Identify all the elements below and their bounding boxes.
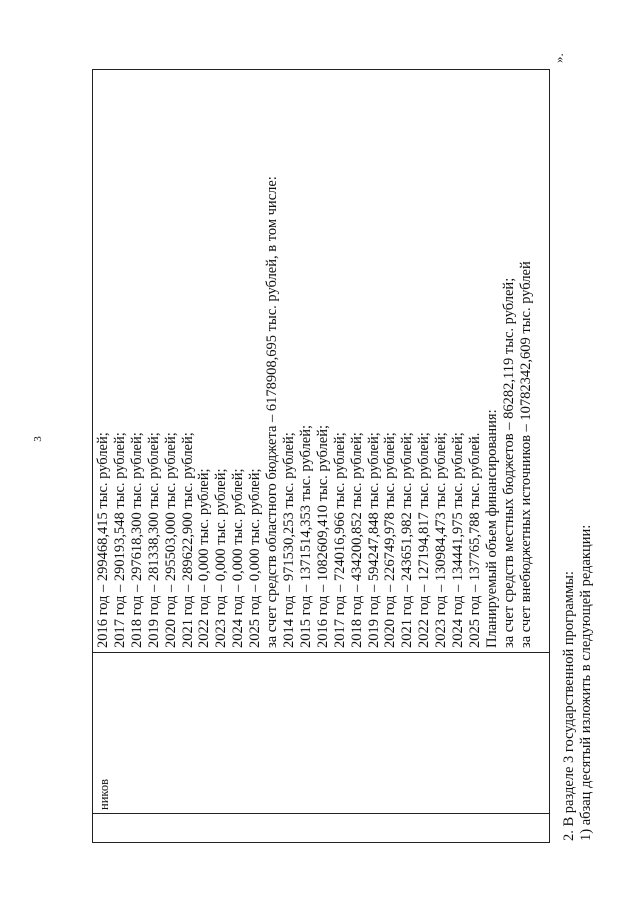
line-item: 2021 год – 243651,982 тыс. рублей; [399,432,416,648]
line-item: 2025 год – 0,000 тыс. рублей; [247,468,264,648]
line-item: 2019 год – 281338,300 тыс. рублей; [145,432,162,648]
line-item: 2018 год – 297618,300 тыс. рублей; [128,432,145,648]
line-item: 2022 год – 127194,817 тыс. рублей; [416,432,433,648]
paragraph-line: 2. В разделе 3 государственной программы: [561,571,577,841]
line-item: 2024 год – 0,000 тыс. рублей; [230,468,247,648]
line-item: 2020 год – 226749,978 тыс. рублей; [382,432,399,648]
line-item: 2018 год – 434200,852 тыс. рублей; [348,432,365,648]
paragraph-line: 1) абзац десятый изложить в следующей редакции: [578,524,594,841]
line-item: 2015 год – 1371514,353 тыс. рублей; [297,424,314,648]
line-item: 2025 год – 137765,788 тыс. рублей. [466,432,483,648]
row-label: ников [97,779,111,810]
table-cell-label [93,653,550,814]
line-item: 2021 год – 289622,900 тыс. рублей; [179,432,196,648]
line-item: 2017 год – 724016,966 тыс. рублей; [331,432,348,648]
table-cell-content [93,70,550,653]
financing-table [92,69,550,843]
line-item: 2024 год – 134441,975 тыс. рублей; [450,432,467,648]
line-item: за счет средств областного бюджета – 6178908,695 тыс. рублей, в том числе: [264,176,281,648]
following-text [561,525,595,841]
table-row [93,70,550,843]
line-item: 2017 год – 290193,548 тыс. рублей; [111,432,128,648]
line-item: за счет средств местных бюджетов – 86282,119 тыс. рублей; [500,277,517,648]
line-item: 2019 год – 594247,848 тыс. рублей; [365,432,382,648]
line-item: 2016 год – 1082609,410 тыс. рублей; [314,424,331,648]
line-item: за счет внебюджетных источников – 10782342,609 тыс. рублей [517,261,534,648]
line-item: Планируемый объем финансирования: [483,409,500,648]
line-item: 2014 год – 971530,253 тыс. рублей; [280,432,297,648]
line-item: 2023 год – 0,000 тыс. рублей; [213,468,230,648]
closing-quote: ». [551,53,566,63]
line-item: 2023 год – 130984,473 тыс. рублей; [433,432,450,648]
line-item: 2022 год – 0,000 тыс. рублей; [196,468,213,648]
table-cell-empty [93,814,550,843]
line-item: 2016 год – 299468,415 тыс. рублей; [95,432,111,648]
page-number: 3 [32,436,44,442]
financing-lines [93,70,535,652]
line-item: 2020 год – 295503,000 тыс. рублей; [162,432,179,648]
